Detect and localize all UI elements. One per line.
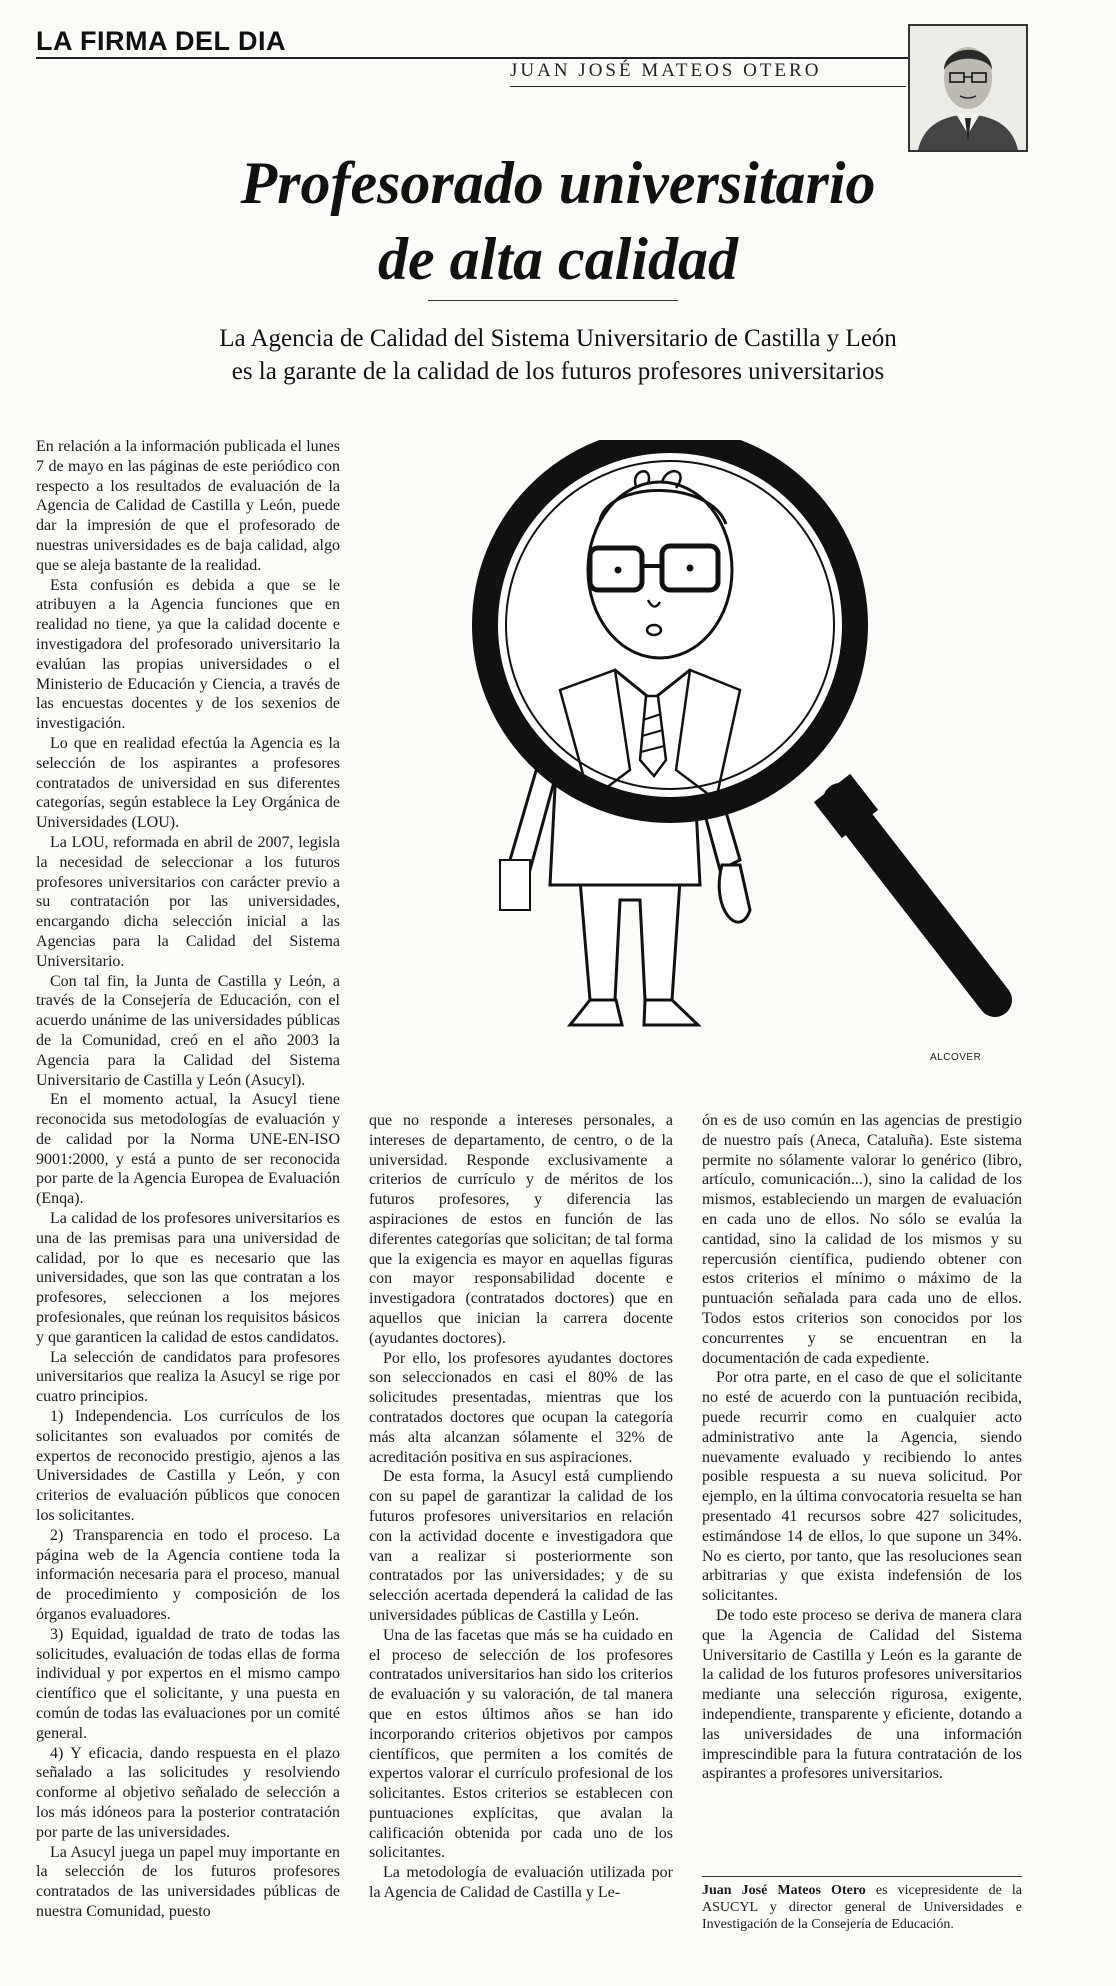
header-rule-bottom bbox=[510, 86, 906, 87]
paragraph: La calidad de los profesores universitarios es una de las premisas para una universidad de calidad, por lo que es necesario que las universidades, que son las que contratan a los profesores, seleccionen a los mejores profesionales, que reúnan los requisitos básicos y que garanticen la calidad de estos candidatos. bbox=[36, 1210, 340, 1346]
illustration-credit: ALCOVER bbox=[930, 1052, 982, 1063]
header-rule-top bbox=[36, 57, 1026, 59]
paragraph: En el momento actual, la Asucyl tiene reconocida sus metodologías de evaluación y de calidad por la Norma UNE-EN-ISO 9001:2000, y está a punto de ser reconocida por parte de la Agencia Europea de Evaluación (Enqa). bbox=[36, 1091, 340, 1208]
paragraph: La metodología de evaluación utilizada por la Agencia de Calidad de Castilla y Le- bbox=[369, 1864, 673, 1902]
paragraph: La LOU, reformada en abril de 2007, legisla la necesidad de seleccionar a los futuros profesores universitarios con carácter previo a su contratación por las universidades, encargando dicha selección inicial a las Agencias para la Calidad del Sistema Universitario. bbox=[36, 833, 340, 970]
author-photo bbox=[908, 24, 1028, 152]
paragraph: De todo este proceso se deriva de manera clara que la Agencia de Calidad del Sistema Universitario de Castilla y León es la garante de la calidad de los futuros profesores universitarios mediante una selección rigurosa, exigente, independiente, transparente y eficiente, dotando a las universidades de una información imprescindible para la futura contratación de los aspirantes a profesores universitarios. bbox=[702, 1606, 1022, 1783]
bio-text: es vicepresidente de la ASUCYL y director general de Universidades e Investigación de la Consejería de Educación. bbox=[702, 1883, 1023, 1932]
paragraph: Esta confusión es debida a que se le atribuyen a la Agencia funciones que en realidad no tiene, ya que la calidad docente e investigadora del profesorado universitario la evalúan las propias universidades o el Ministerio de Educación y Ciencia, a través de las encuestas docentes y de los sexenios de investigación. bbox=[36, 576, 340, 733]
author-name: JUAN JOSÉ MATEOS OTERO bbox=[510, 60, 822, 81]
article-column-2 bbox=[369, 1111, 673, 1903]
paragraph: De esta forma, la Asucyl está cumpliendo con su papel de garantizar la calidad de los futuros profesores universitarios en relación con la actividad docente e investigadora que van a realizar si posteriormente son contratados por las universidades; y de su selección acertada dependerá la calidad de las universidades públicas de Castilla y León. bbox=[369, 1468, 673, 1624]
paragraph: 4) Y eficacia, dando respuesta en el plazo señalado a las solicitudes y resolviendo conforme al objetivo señalado de selección a los más idóneos para la posterior contratación por parte de las universidades. bbox=[36, 1744, 340, 1841]
paragraph: Lo que en realidad efectúa la Agencia es la selección de los aspirantes a profesores contratados de universidad en sus diferentes categorías, según establece la Ley Orgánica de Universidades (LOU). bbox=[36, 734, 340, 832]
bio-name: Juan José Mateos Otero bbox=[702, 1883, 866, 1898]
paragraph: Con tal fin, la Junta de Castilla y León, a través de la Consejería de Educación, con el acuerdo unánime de las universidades públicas de la Comunidad, creó en el año 2003 la Agencia para la Calidad del Sistema Universitario de Castilla y León (Asucyl). bbox=[36, 972, 340, 1089]
paragraph: En relación a la información publicada el lunes 7 de mayo en las páginas de este periódico con respecto a los resultados de evaluación de la Agencia de Calidad de Castilla y León, puede dar la impresión de que el profesorado de nuestras universidades es de baja calidad, algo que se aleja bastante de la realidad. bbox=[36, 438, 340, 574]
article-column-1 bbox=[36, 437, 340, 1922]
paragraph: que no responde a intereses personales, a intereses de departamento, de centro, o de la universidad. Responde exclusivamente a criterios de currículo y de méritos de los futuros profesores, y diferencia las aspiraciones de estos en función de las diferentes categorías que solicitan; de tal forma que la exigencia es mayor en aquellas figuras con mayor responsabilidad docente e investigadora (contratados doctores) que en aquellos que inician la carrera docente (ayudantes doctores). bbox=[369, 1112, 673, 1347]
caricature-illustration bbox=[440, 440, 1022, 1072]
paragraph: La Asucyl juega un papel muy importante en la selección de los futuros profesores contratados de las universidades públicas de nuestra Comunidad, puesto bbox=[36, 1843, 340, 1920]
section-label: LA FIRMA DEL DIA bbox=[36, 26, 286, 56]
paragraph: 3) Equidad, igualdad de trato de todas las solicitudes, evaluación de todas ellas de forma individual y por expertos en el mismo campo científico que el solicitante, y una puesta en común de todas las evaluaciones por un comité general. bbox=[36, 1625, 340, 1742]
article-column-3 bbox=[702, 1111, 1022, 1784]
paragraph: ón es de uso común en las agencias de prestigio de nuestro país (Aneca, Cataluña). Este sistema permite no sólamente valorar lo genérico (libro, artículo, comunicación...), sino la calidad de los mismos, estableciendo un margen de evaluación en cada uno de ellos. No sólo se evalúa la cantidad, sino la calidad de los mismos y su repercusión científica, pudiendo obtener con estos criterios el mínimo o máximo de la puntuación señalada para cada uno de ellos. Todos estos criterios son conocidos por los concurrentes y se encuentran en la documentación de cada expediente. bbox=[702, 1112, 1022, 1367]
paragraph: 2) Transparencia en todo el proceso. La página web de la Agencia contiene toda la información necesaria para el proceso, manual de procedimiento y composición de los órganos evaluadores. bbox=[36, 1526, 340, 1624]
subheadline bbox=[60, 322, 1056, 388]
paragraph: 1) Independencia. Los currículos de los solicitantes son evaluados por comités de expertos de reconocido prestigio, ajenos a las Universidades de Castilla y León, y con criterios de evaluación públicos que conocen los solicitantes. bbox=[36, 1408, 340, 1525]
subheadline-line-1: La Agencia de Calidad del Sistema Universitario de Castilla y León bbox=[219, 325, 897, 352]
title-divider bbox=[428, 300, 678, 301]
headline-line-2: de alta calidad bbox=[378, 226, 738, 292]
subheadline-line-2: es la garante de la calidad de los futuros profesores universitarios bbox=[231, 358, 885, 385]
paragraph: Una de las facetas que más se ha cuidado en el proceso de selección de los profesores contratados universitarios han sido los criterios de evaluación y su valoración, de tal manera que en estos últimos años se han ido incorporando criterios objetivos por campos científicos, que permiten a los comités de expertos valorar el currículo profesional de los solicitantes. Estos criterios se establecen con puntuaciones explícitas, que avalan la calificación obtenida por cada uno de los solicitantes. bbox=[369, 1626, 673, 1862]
author-bio bbox=[702, 1882, 1022, 1933]
headline bbox=[60, 145, 1056, 297]
paragraph: Por otra parte, en el caso de que el solicitante no esté de acuerdo con la puntuación recibida, puede recurrir como en cualquier acto administrativo ante la Agencia, siendo nuevamente evaluado y recibiendo lo antes posible respuesta a su nueva solicitud. Por ejemplo, en la última convocatoria resuelta se han presentado 41 recursos sobre 427 solicitudes, estimándose 14 de ellos, lo que supone un 34%. No es cierto, por tanto, que las resoluciones sean arbitrarias y que exista indefensión de los solicitantes. bbox=[702, 1369, 1022, 1605]
paragraph: Por ello, los profesores ayudantes doctores son seleccionados en casi el 80% de las solicitudes presentadas, mientras que los contratados doctores que ocupan la categoría más alta alcanzan sólamente el 32% de acreditación positiva en sus aspiraciones. bbox=[369, 1349, 673, 1466]
bio-divider bbox=[702, 1876, 1022, 1877]
paragraph: La selección de candidatos para profesores universitarios que realiza la Asucyl se rige por cuatro principios. bbox=[36, 1348, 340, 1406]
headline-line-1: Profesorado universitario bbox=[240, 150, 876, 216]
